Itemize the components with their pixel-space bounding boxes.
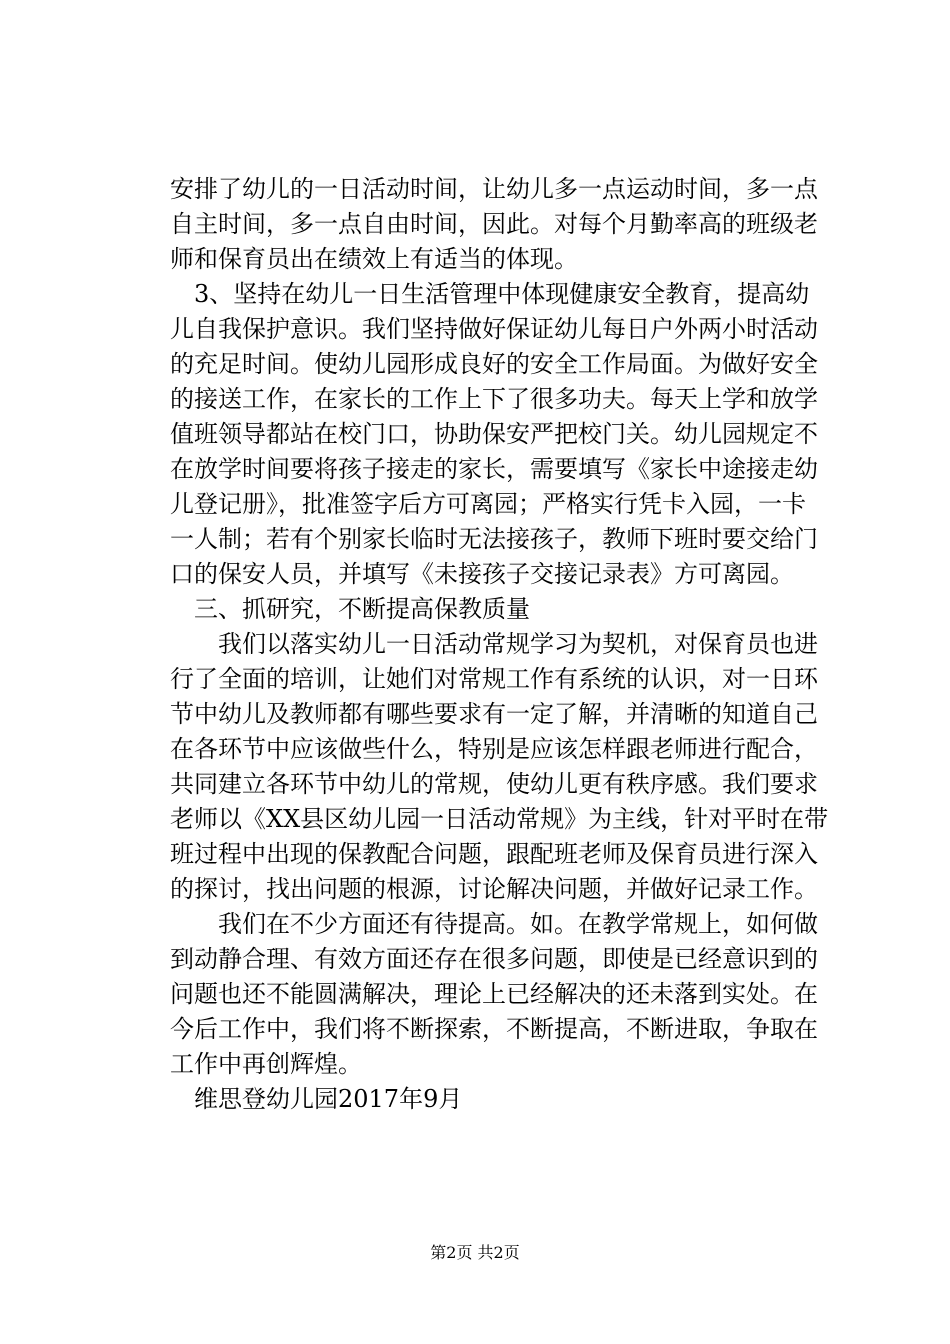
text-line: 在放学时间要将孩子接走的家长，需要填写《家长中途接走幼: [170, 455, 818, 483]
text-line: 节中幼儿及教师都有哪些要求有一定了解，并清晰的知道自己: [170, 700, 818, 728]
text-line: 一人制；若有个别家长临时无法接孩子，教师下班时要交给门: [170, 525, 818, 553]
text-line: 值班领导都站在校门口，协助保安严把校门关。幼儿园规定不: [170, 420, 818, 448]
text-line: 儿登记册》，批准签字后方可离园；严格实行凭卡入园，一卡: [170, 490, 806, 518]
text-line: 自主时间，多一点自由时间，因此。对每个月勤率高的班级老: [170, 210, 818, 238]
text-line: 问题也还不能圆满解决，理论上已经解决的还未落到实处。在: [170, 980, 818, 1008]
text-line: 工作中再创辉煌。: [170, 1050, 362, 1078]
text-line: 我们以落实幼儿一日活动常规学习为契机，对保育员也进: [218, 630, 818, 658]
text-line: 儿自我保护意识。我们坚持做好保证幼儿每日户外两小时活动: [170, 315, 818, 343]
text-line: 在各环节中应该做些什么，特别是应该怎样跟老师进行配合，: [170, 735, 818, 763]
text-line: 三、抓研究，不断提高保教质量: [194, 595, 530, 623]
text-line: 师和保育员出在绩效上有适当的体现。: [170, 245, 578, 273]
text-line: 我们在不少方面还有待提高。如。在教学常规上，如何做: [218, 910, 818, 938]
text-line: 班过程中出现的保教配合问题，跟配班老师及保育员进行深入: [170, 840, 818, 868]
text-line: 今后工作中，我们将不断探索，不断提高，不断进取，争取在: [170, 1015, 818, 1043]
text-line: 共同建立各环节中幼儿的常规，使幼儿更有秩序感。我们要求: [170, 770, 818, 798]
text-line: 维思登幼儿园2017年9月: [194, 1085, 463, 1113]
document-body: [170, 172, 829, 1117]
text-line: 安排了幼儿的一日活动时间，让幼儿多一点运动时间，多一点: [170, 175, 818, 203]
text-line: 口的保安人员，并填写《未接孩子交接记录表》方可离园。: [170, 560, 794, 588]
text-line: 的探讨，找出问题的根源，讨论解决问题，并做好记录工作。: [170, 875, 818, 903]
text-line: 到动静合理、有效方面还存在很多问题，即使是已经意识到的: [170, 945, 818, 973]
text-line: 老师以《XX县区幼儿园一日活动常规》为主线，针对平时在带: [170, 805, 829, 833]
text-line: 的接送工作，在家长的工作上下了很多功夫。每天上学和放学: [170, 385, 818, 413]
text-line: 3、坚持在幼儿一日生活管理中体现健康安全教育，提高幼: [194, 280, 810, 308]
text-line: 的充足时间。使幼儿园形成良好的安全工作局面。为做好安全: [170, 350, 818, 378]
page-footer: 第2页 共2页: [430, 1243, 520, 1262]
text-line: 行了全面的培训，让她们对常规工作有系统的认识，对一日环: [170, 665, 818, 693]
